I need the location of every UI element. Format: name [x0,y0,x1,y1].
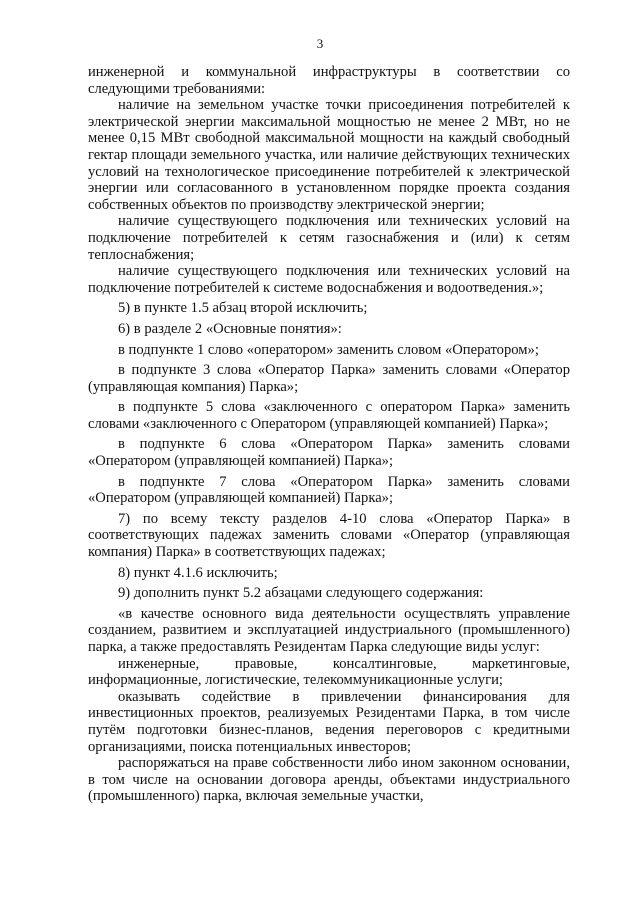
paragraph: в подпункте 3 слова «Оператор Парка» заменить словами «Оператор (управляющая компания) Парка»; [88,362,570,395]
paragraph: наличие на земельном участке точки присоединения потребителей к электрической энергии максимальной мощностью не менее 2 МВт, но не менее 0,15 МВт свободной максимальной мощности на каждый свободный гектар площади земельного участка, или наличие действующих технических условий на технологическое присоединение потребителей к электрической энергии или согласованного в установленном порядке проекта создания собственных объектов по производству электрической энергии; [88,97,570,213]
paragraph: инженерной и коммунальной инфраструктуры в соответствии со следующими требованиями: [88,64,570,97]
paragraph: 9) дополнить пункт 5.2 абзацами следующего содержания: [118,585,484,602]
paragraph: 8) пункт 4.1.6 исключить; [118,564,278,581]
paragraph: в подпункте 1 слово «оператором» заменить словом «Оператором»; [118,341,539,358]
paragraph: в подпункте 7 слова «Оператором Парка» заменить словами «Оператором (управляющей компанией) Парка»; [88,473,570,507]
paragraph: в подпункте 6 слова «Оператором Парка» заменить словами «Оператором (управляющей компанией) Парка»; [88,436,570,470]
paragraph: оказывать содействие в привлечении финансирования для инвестиционных проектов, реализуемых Резидентами Парка, в том числе путём подготовки бизнес-планов, ведения переговоров с кредитными организациями, поиска потенциальных инвесторов; [88,688,570,755]
page-number: 3 [316,36,324,51]
paragraph: 6) в разделе 2 «Основные понятия»: [118,320,342,337]
paragraph: инженерные, правовые, консалтинговые, маркетинговые, информационные, логистические, телекоммуникационные услуги; [88,655,570,689]
paragraph: «в качестве основного вида деятельности осуществлять управление созданием, развитием и эксплуатацией индустриального (промышленного) парка, а также предоставлять Резидентам Парка следующие виды услуг: [88,605,570,655]
paragraph: наличие существующего подключения или технических условий на подключение потребителей к системе водоснабжения и водоотведения.»; [88,263,570,296]
paragraph: наличие существующего подключения или технических условий на подключение потребителей к сетям газоснабжения и (или) к сетям теплоснабжения; [88,213,570,263]
paragraph: 5) в пункте 1.5 абзац второй исключить; [118,300,368,317]
paragraph: распоряжаться на праве собственности либо ином законном основании, в том числе на основании договора аренды, объектами индустриального (промышленного) парка, включая земельные участки, [88,755,570,805]
paragraph: в подпункте 5 слова «заключенного с оператором Парка» заменить словами «заключенного с Оператором (управляющей компанией) Парка»; [88,399,570,432]
paragraph: 7) по всему тексту разделов 4-10 слова «Оператор Парка» в соответствующих падежах заменить словами «Оператор (управляющая компания) Парка» в соответствующих падежах; [88,510,570,561]
document-body [88,64,570,805]
